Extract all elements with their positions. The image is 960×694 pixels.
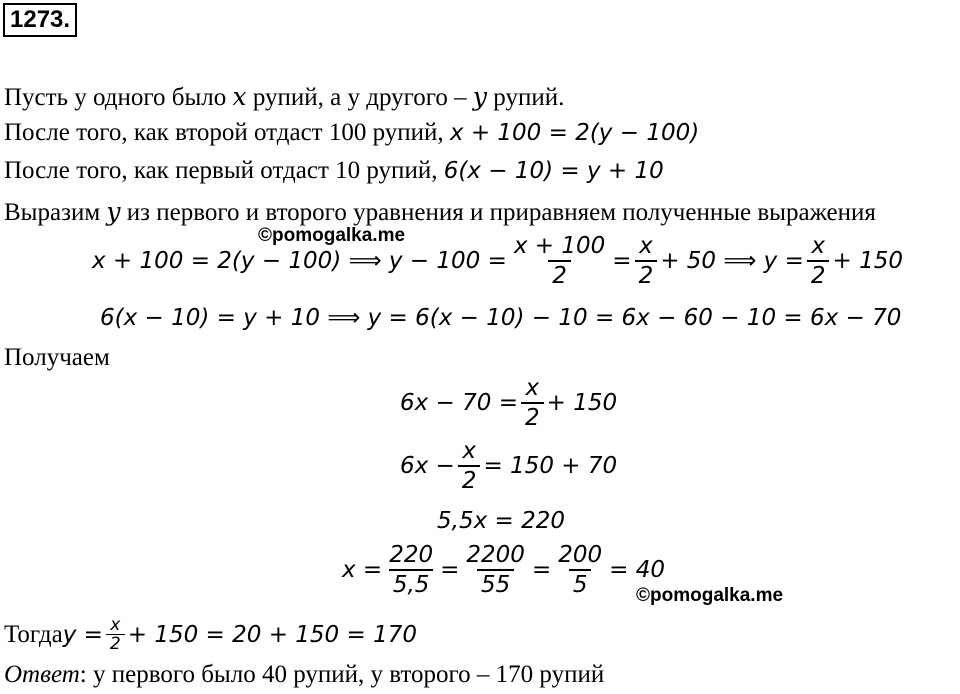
line-11-a: x = bbox=[342, 557, 383, 583]
line-4-text-a: Выразим bbox=[4, 199, 107, 226]
answer-text: : у первого было 40 рупий, у второго – 170 рупий bbox=[79, 661, 605, 688]
fraction-3 bbox=[807, 232, 830, 290]
answer-line bbox=[4, 660, 604, 690]
line-11-e2: = bbox=[531, 557, 552, 583]
line-5-eq: = bbox=[612, 248, 632, 274]
line-5-b: + 50 ⟹ y = bbox=[660, 248, 804, 274]
line-6: 6(x − 10) = y + 10 ⟹ y = 6(x − 10) − 10 = 6x − 60 − 10 = 6x − 70 bbox=[100, 305, 902, 331]
line-11-e1: = bbox=[440, 557, 460, 583]
line-12-a: Тогда bbox=[4, 620, 63, 648]
fraction-5 bbox=[458, 437, 481, 495]
line-5 bbox=[92, 232, 903, 290]
line-1-text-a: Пусть у одного было bbox=[4, 84, 233, 111]
fraction-2 bbox=[635, 232, 658, 290]
line-2-text: После того, как второй отдаст 100 рупий, bbox=[4, 119, 450, 146]
fraction-2-den: 2 bbox=[635, 260, 658, 290]
fraction-5-num: x bbox=[462, 438, 476, 464]
fraction-5-den: 2 bbox=[458, 465, 481, 495]
line-8 bbox=[400, 374, 617, 432]
line-1-text-b: рупий, а у другого – bbox=[246, 84, 473, 111]
line-12 bbox=[4, 616, 417, 653]
fraction-7-num: 2200 bbox=[466, 542, 525, 568]
fraction-1 bbox=[510, 232, 609, 290]
line-11 bbox=[342, 541, 665, 599]
line-1-text-c: рупий. bbox=[487, 84, 565, 111]
watermark-top: ©pomogalka.me bbox=[258, 225, 406, 246]
line-3-text: После того, как первый отдаст 10 рупий, bbox=[4, 157, 444, 184]
fraction-1-den: 2 bbox=[548, 260, 571, 290]
line-9 bbox=[400, 437, 617, 495]
line-9-a: 6x − bbox=[400, 453, 455, 479]
fraction-4 bbox=[521, 374, 544, 432]
fraction-7 bbox=[462, 541, 529, 599]
var-y: y bbox=[106, 197, 121, 226]
fraction-8 bbox=[554, 541, 606, 599]
answer-label: Ответ bbox=[4, 661, 80, 688]
var-y: y bbox=[472, 82, 488, 111]
line-4 bbox=[4, 197, 876, 228]
fraction-9 bbox=[106, 616, 125, 653]
fraction-3-num: x bbox=[811, 233, 825, 259]
line-11-b: = 40 bbox=[609, 557, 665, 583]
fraction-8-num: 200 bbox=[558, 542, 603, 568]
line-7: Получаем bbox=[4, 344, 110, 371]
fraction-4-den: 2 bbox=[521, 402, 544, 432]
line-8-a: 6x − 70 = bbox=[400, 390, 518, 416]
fraction-8-den: 5 bbox=[569, 569, 592, 599]
line-2-equation: x + 100 = 2(y − 100) bbox=[449, 120, 700, 146]
line-10: 5,5x = 220 bbox=[437, 508, 565, 534]
line-1 bbox=[4, 82, 564, 113]
line-3-equation: 6(x − 10) = y + 10 bbox=[443, 158, 664, 184]
line-12-c: + 150 = 20 + 150 = 170 bbox=[127, 621, 417, 648]
watermark-bottom: ©pomogalka.me bbox=[636, 585, 784, 606]
line-12-b: y = bbox=[62, 621, 103, 648]
line-2 bbox=[4, 118, 699, 148]
line-3 bbox=[4, 156, 664, 186]
fraction-6-den: 5,5 bbox=[389, 569, 434, 599]
fraction-7-den: 55 bbox=[477, 569, 514, 599]
fraction-6-num: 220 bbox=[389, 542, 434, 568]
line-4-text-b: из первого и второго уравнения и приравняем полученные выражения bbox=[120, 199, 876, 226]
line-5-a: x + 100 = 2(y − 100) ⟹ y − 100 = bbox=[92, 248, 507, 274]
fraction-6 bbox=[385, 541, 437, 599]
fraction-2-num: x bbox=[639, 233, 653, 259]
line-5-c: + 150 bbox=[832, 248, 903, 274]
line-9-b: = 150 + 70 bbox=[483, 453, 618, 479]
fraction-4-num: x bbox=[525, 375, 540, 401]
fraction-3-den: 2 bbox=[807, 260, 830, 290]
problem-number: 1273. bbox=[3, 3, 77, 37]
fraction-9-den: 2 bbox=[106, 634, 125, 653]
line-8-b: + 150 bbox=[546, 390, 618, 416]
fraction-1-num: x + 100 bbox=[513, 233, 606, 259]
var-x: x bbox=[232, 82, 247, 111]
fraction-9-num: x bbox=[110, 615, 121, 635]
